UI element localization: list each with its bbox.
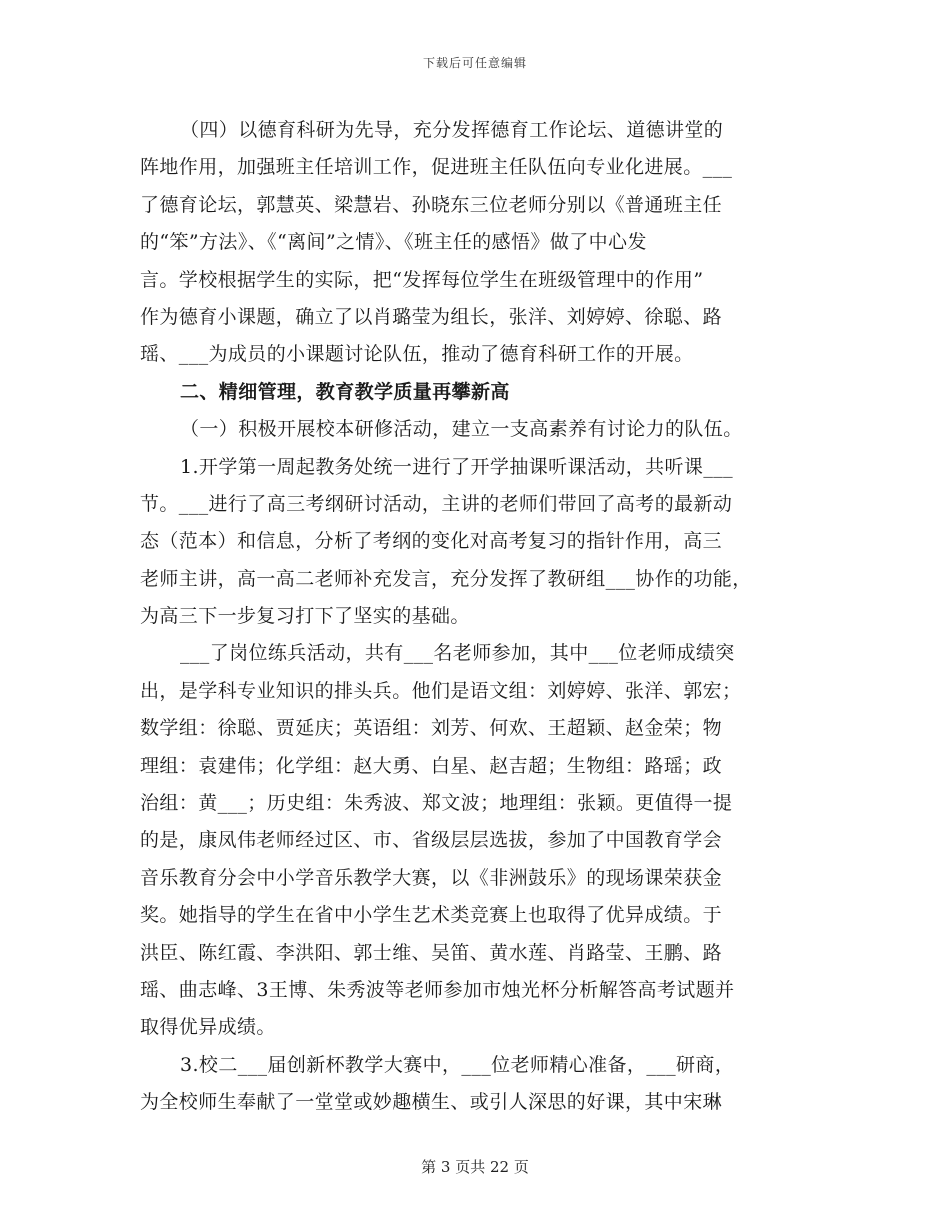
- paragraph-line: 作为德育小课题，确立了以肖璐莹为组长，张洋、刘婷婷、徐聪、路: [140, 305, 723, 328]
- page-header-note: 下载后可任意编辑: [422, 56, 527, 70]
- paragraph-line: 出，是学科专业知识的排头兵。他们是语文组：刘婷婷、张洋、郭宏；: [140, 679, 742, 702]
- paragraph-line: 奖。她指导的学生在省中小学生艺术类竞赛上也取得了优异成绩。于: [140, 904, 723, 927]
- paragraph-line: 取得优异成绩。: [140, 1016, 276, 1039]
- section-heading: 二、精细管理，教育教学质量再攀新高: [180, 380, 510, 403]
- paragraph-line: 阵地作用，加强班主任培训工作，促进班主任队伍向专业化进展。___: [140, 156, 733, 179]
- paragraph-line: 的“笨”方法》、《“离间”之情》、《班主任的感悟》做了中心发: [140, 231, 647, 254]
- paragraph-line: 治组：黄___；历史组：朱秀波、郑文波；地理组：张颖。更值得一提: [140, 792, 733, 815]
- paragraph-line: 瑶、曲志峰、3王博、朱秀波等老师参加市烛光杯分析解答高考试题并: [140, 978, 735, 1001]
- paragraph-line: （一）积极开展校本研修活动，建立一支高素养有讨论力的队伍。: [180, 418, 743, 441]
- paragraph-line: 理组：袁建伟；化学组：赵大勇、白星、赵吉超；生物组：路瑶；政: [140, 754, 723, 777]
- paragraph-line: 洪臣、陈红霞、李洪阳、郭士维、吴笛、黄水莲、肖路莹、王鹏、路: [140, 941, 723, 964]
- paragraph-line: 1.开学第一周起教务处统一进行了开学抽课听课活动，共听课___: [180, 455, 734, 478]
- paragraph-line: 为全校师生奉献了一堂堂或妙趣横生、或引人深思的好课，其中宋琳: [140, 1091, 723, 1114]
- paragraph-line: 的是，康凤伟老师经过区、市、省级层层选拔，参加了中国教育学会: [140, 829, 723, 852]
- paragraph-line: 节。___进行了高三考纲研讨活动，主讲的老师们带回了高考的最新动: [140, 492, 733, 515]
- paragraph-line: 言。学校根据学生的实际，把“发挥每位学生在班级管理中的作用”: [140, 268, 704, 291]
- paragraph-line: 了德育论坛，郭慧英、梁慧岩、孙晓东三位老师分别以《普通班主任: [140, 193, 723, 216]
- document-body: [140, 112, 810, 1122]
- paragraph-line: 音乐教育分会中小学音乐教学大赛，以《非洲鼓乐》的现场课荣获金: [140, 866, 723, 889]
- paragraph-line: （四）以德育科研为先导，充分发挥德育工作论坛、道德讲堂的: [180, 119, 724, 141]
- paragraph-line: 老师主讲，高一高二老师补充发言，充分发挥了教研组___协作的功能，: [140, 567, 752, 590]
- paragraph-line: 数学组：徐聪、贾延庆；英语组：刘芳、何欢、王超颖、赵金荣；物: [140, 717, 723, 740]
- paragraph-line: ___了岗位练兵活动，共有___名老师参加，其中___位老师成绩突: [180, 642, 735, 665]
- paragraph-line: 为高三下一步复习打下了坚实的基础。: [140, 605, 470, 628]
- paragraph-line: 瑶、___为成员的小课题讨论队伍，推动了德育科研工作的开展。: [140, 343, 694, 366]
- page-number: 第 3 页共 22 页: [421, 1158, 529, 1176]
- paragraph-line: 态（范本）和信息，分析了考纲的变化对高考复习的指针作用，高三: [140, 530, 723, 553]
- paragraph-line: 3.校二___届创新杯教学大赛中，___位老师精心准备，___研商，: [180, 1053, 735, 1076]
